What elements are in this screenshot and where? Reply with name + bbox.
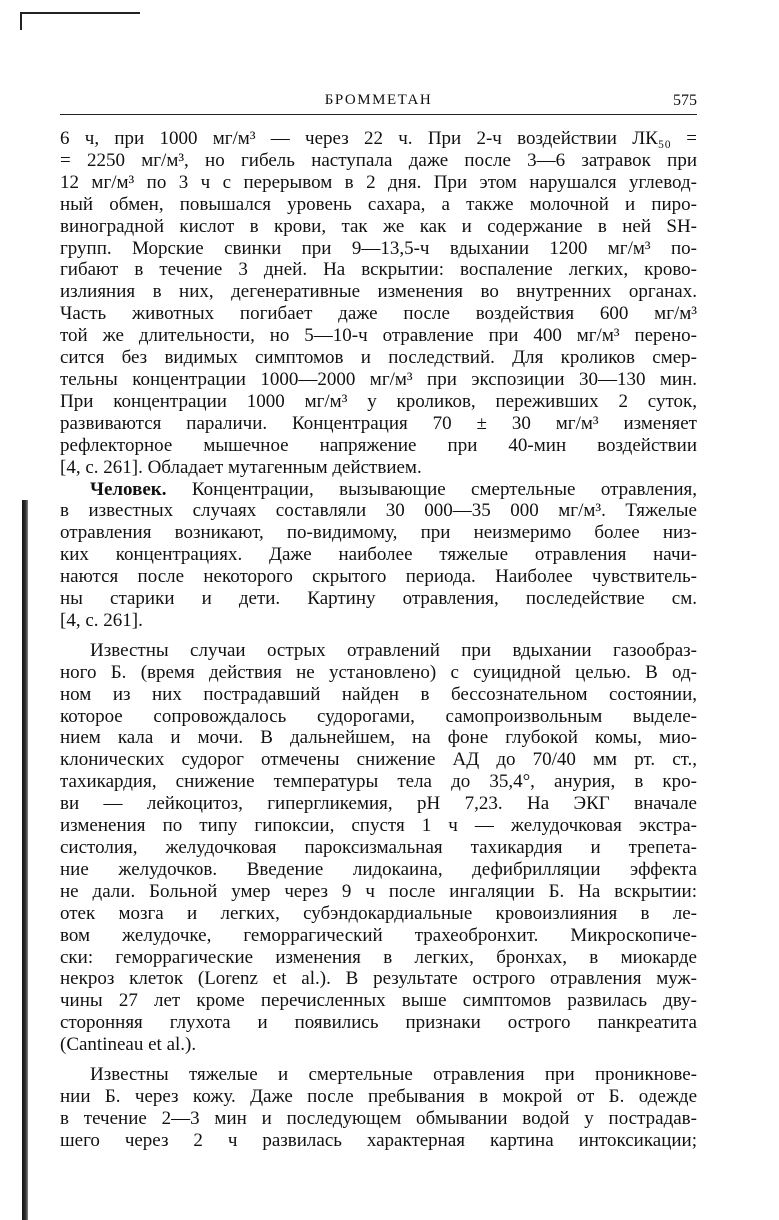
paragraph-3 [60, 640, 697, 1056]
text-line: ном из них пострадавший найден в бессознательном состоянии, [60, 683, 697, 705]
text-line: При концентрации 1000 мг/м³ у кроликов, переживших 2 суток, [60, 390, 697, 412]
text-line: сторонняя глухота и появились признаки острого панкреатита [60, 1012, 697, 1034]
header-rule [60, 114, 697, 115]
text-line: Часть животных погибает даже после воздействия 600 мг/м³ [60, 303, 697, 325]
paragraph-2 [60, 479, 697, 632]
text-line: ски: геморрагические изменения в легких, бронхах, в миокарде [60, 946, 697, 968]
text-line: в известных случаях составляли 30 000—35 000 мг/м³. Тяжелые [60, 500, 697, 522]
page-number: 575 [673, 92, 697, 109]
page-header [60, 92, 697, 114]
text-line: отек мозга и легких, субэндокардиальные кровоизлияния в ле- [60, 902, 697, 924]
text-line [60, 479, 697, 501]
text-line: тахикардия, снижение температуры тела до 35,4°, анурия, в кро- [60, 771, 697, 793]
text-line: = 2250 мг/м³, но гибель наступала даже после 3—6 затравок при [60, 149, 697, 171]
text-line: вом желудочке, геморрагический трахеобронхит. Микроскопиче- [60, 924, 697, 946]
text-line: 6 ч, при 1000 мг/м³ — через 22 ч. При 2-ч воздействии ЛК₅₀ = [60, 128, 697, 149]
text-line: Известны тяжелые и смертельные отравления при проникнове- [90, 1064, 697, 1086]
text-line: чины 27 лет кроме перечисленных выше симптомов развилась дву- [60, 990, 697, 1012]
text-line: ного Б. (время действия не установлено) с суицидной целью. В од- [60, 661, 697, 683]
text-line: той же длительности, но 5—10-ч отравление при 400 мг/м³ перено- [60, 325, 697, 347]
text-line: систолия, желудочковая пароксизмальная тахикардия и трепета- [60, 837, 697, 858]
text-line: [4, с. 261]. Обладает мутагенным действием. [60, 456, 422, 478]
text-line: Известны случаи острых отравлений при вдыхании газообраз- [90, 639, 697, 661]
text-line: виноградной кислот в крови, так же как и содержание в ней SH- [60, 215, 697, 237]
text-line: в течение 2—3 мин и последующем обмывании водой у пострадав- [60, 1107, 697, 1129]
text-line: групп. Морские свинки при 9—13,5-ч вдыхании 1200 мг/м³ по- [60, 237, 697, 259]
section-lead: Человек. [90, 478, 167, 500]
text-line: [4, с. 261]. [60, 609, 143, 631]
text-line: не дали. Больной умер через 9 ч после ингаляции Б. На вскрытии: [60, 880, 697, 902]
text-line: ный обмен, повышался уровень сахара, а также молочной и пиро- [60, 193, 697, 215]
text-line: шего через 2 ч развилась характерная картина интоксикации; [60, 1129, 697, 1151]
text-line: рефлекторное мышечное напряжение при 40-мин воздействии [60, 434, 697, 456]
text-line: ви — лейкоцитоз, гипергликемия, pH 7,23. На ЭКГ вначале [60, 793, 697, 815]
text-line: наются после некоторого скрытого периода. Наиболее чувствитель- [60, 566, 697, 588]
text-line: ких концентрациях. Даже наиболее тяжелые отравления начи- [60, 544, 697, 566]
paragraph-4 [60, 1064, 697, 1152]
binding-shadow [22, 500, 28, 1220]
text-line: некроз клеток (Lorenz et al.). В результате острого отравления муж- [60, 968, 697, 990]
text-line: ние желудочков. Введение лидокаина, дефибрилляции эффекта [60, 858, 697, 880]
text-line: которое сопровождалось судорогами, самопроизвольным выделе- [60, 705, 697, 727]
text-line: развиваются параличи. Концентрация 70 ± 30 мг/м³ изменяет [60, 412, 697, 434]
body-text [60, 128, 697, 1152]
text-line: ны старики и дети. Картину отравления, последействие см. [60, 588, 697, 610]
scan-edge-left [20, 12, 22, 30]
text-line: изменения по типу гипоксии, спустя 1 ч — желудочковая экстра- [60, 815, 697, 837]
running-title: БРОММЕТАН [324, 92, 433, 108]
paragraph-gap [60, 1056, 697, 1064]
paragraph-1 [60, 128, 697, 479]
paragraph-gap [60, 632, 697, 640]
text-line: нии Б. через кожу. Даже после пребывания в мокрой от Б. одежде [60, 1085, 697, 1107]
scan-edge-top [22, 12, 140, 14]
text-fragment: Концентрации, вызывающие смертельные отравления, [166, 478, 697, 500]
text-line: тельны концентрации 1000—2000 мг/м³ при экспозиции 30—130 мин. [60, 368, 697, 390]
text-line: гибают в течение 3 дней. На вскрытии: воспаление легких, крово- [60, 259, 697, 281]
text-line: клонических судорог отмечены снижение АД до 70/40 мм рт. ст., [60, 749, 697, 771]
text-line: отравления возникают, по-видимому, при неизмеримо более низ- [60, 522, 697, 544]
text-line: (Cantineau et al.). [60, 1034, 197, 1056]
text-line: 12 мг/м³ по 3 ч с перерывом в 2 дня. При этом нарушался углевод- [60, 171, 697, 193]
text-line: излияния в них, дегенеративные изменения во внутренних органах. [60, 281, 697, 303]
text-line: нием кала и мочи. В дальнейшем, на фоне глубокой комы, мио- [60, 727, 697, 749]
text-line: сится без видимых симптомов и последствий. Для кроликов смер- [60, 347, 697, 369]
